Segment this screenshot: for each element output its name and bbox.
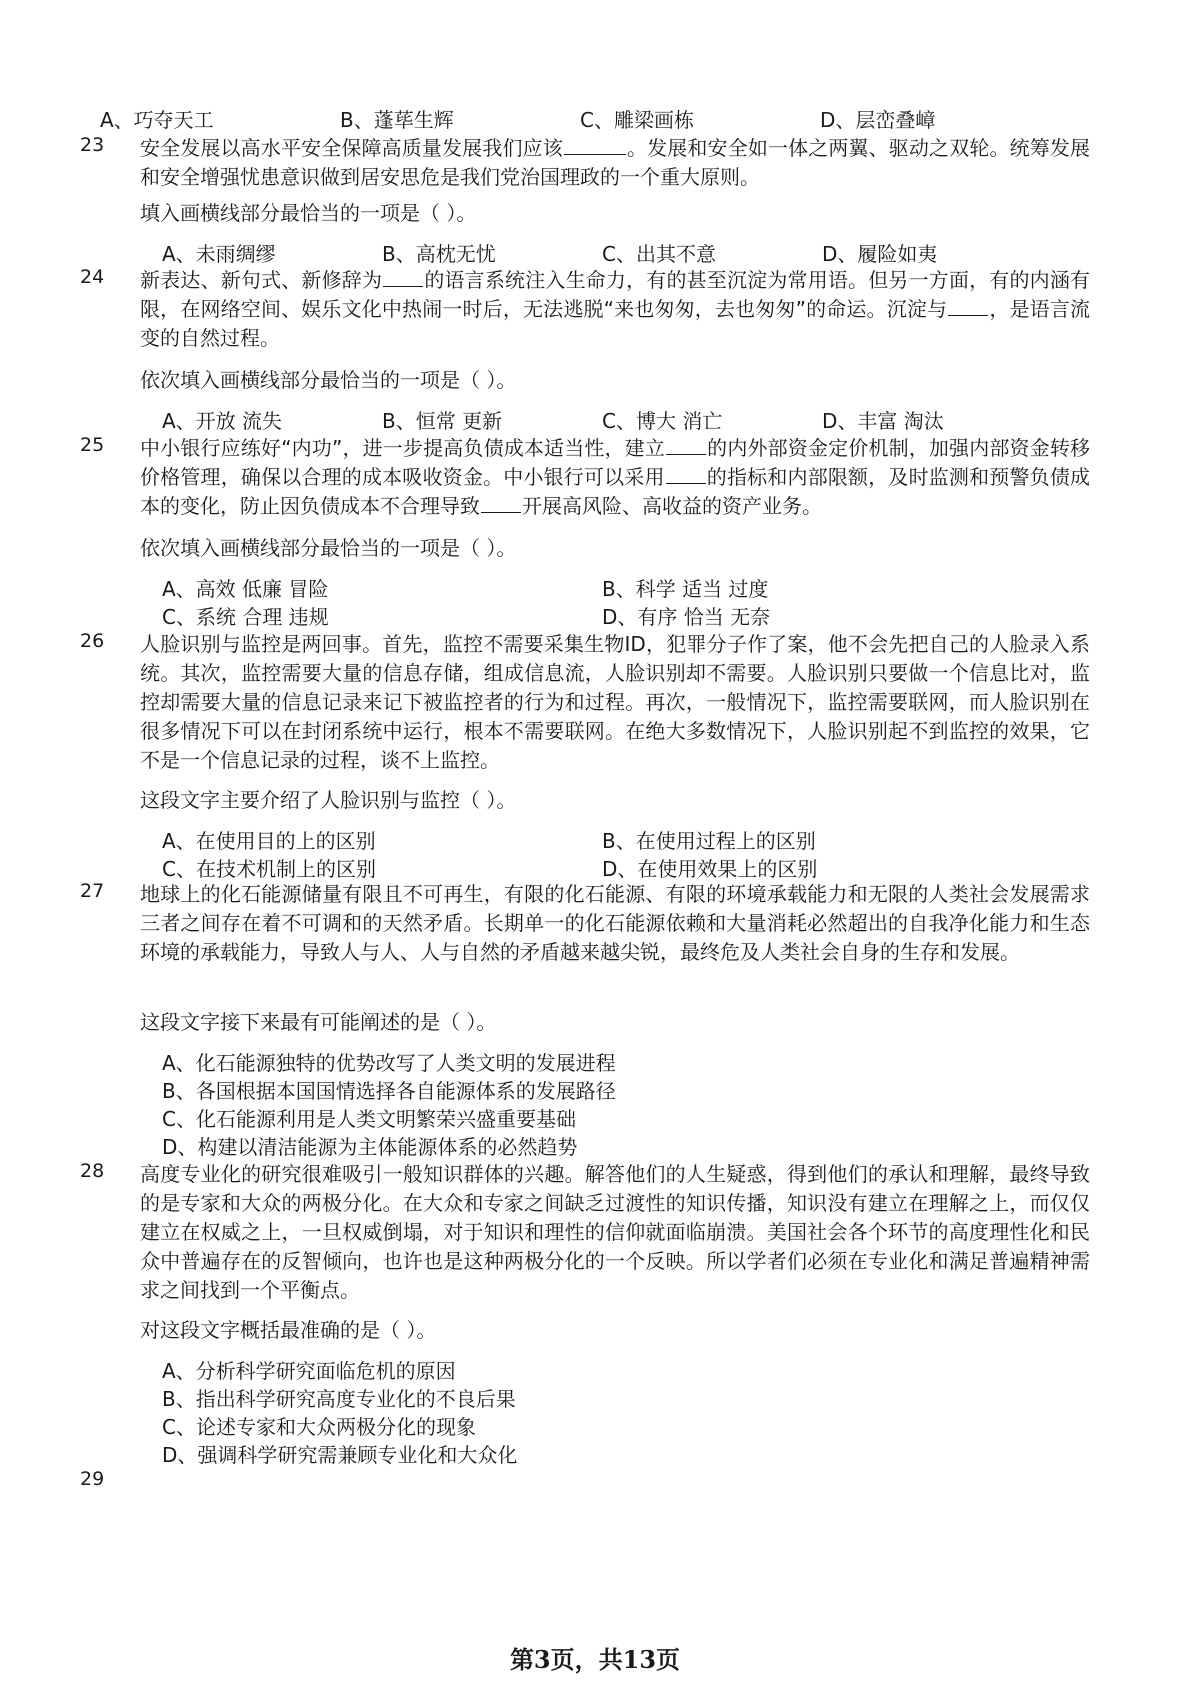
question-stem: 地球上的化石能源储量有限且不可再生，有限的化石能源、有限的环境承载能力和无限的人类社会发展需求三者之间存在着不可调和的天然矛盾。长期单一的化石能源依赖和大量消耗必然超出的自我净化能力和生态环境的承载能力，导致人与人、人与自然的矛盾越来越尖锐，最终危及人类社会自身的生存和发展。 — [140, 882, 1090, 964]
fill-blank — [666, 465, 706, 484]
option-c: C、化石能源利用是人类文明繁荣兴盛重要基础 — [162, 1107, 576, 1131]
question-number: 25 — [80, 434, 105, 456]
question-prompt: 这段文字主要介绍了人脸识别与监控（ ）。 — [140, 788, 517, 812]
question-stem: 高度专业化的研究很难吸引一般知识群体的兴趣。解答他们的人生疑惑，得到他们的承认和理解，最终导致的是专家和大众的两极分化。在大众和专家之间缺乏过渡性的知识传播，知识没有建立在理解之上，而仅仅建立在权威之上，一旦权威倒塌，对于知识和理性的信仰就面临崩溃。美国社会各个环节的高度理性化和民众中普遍存在的反智倾向，也许也是这种两极分化的一个反映。所以学者们必须在专业化和满足普遍精神需求之间找到一个平衡点。 — [140, 1162, 1090, 1302]
option-d: D、履险如夷 — [822, 242, 938, 266]
question-stem: 中小银行应练好“内功”，进一步提高负债成本适当性，建立 的内外部资金定价机制，加强内部资金转移价格管理，确保以合理的成本吸收资金。中小银行可以采用 的指标和内部限额，及时监测和预警负债成本的变化，防止因负债成本不合理导致 开展高风险、高收益的资产业务。 — [140, 436, 1091, 518]
option-a: A、分析科学研究面临危机的原因 — [162, 1359, 456, 1383]
fill-blank — [481, 494, 521, 513]
option-b: B、蓬荜生辉 — [340, 108, 454, 132]
option-d: D、强调科学研究需兼顾专业化和大众化 — [162, 1443, 518, 1467]
question-prompt: 填入画横线部分最恰当的一项是（ ）。 — [140, 201, 477, 225]
option-a: A、未雨绸缪 — [162, 242, 276, 266]
option-a: A、化石能源独特的优势改写了人类文明的发展进程 — [162, 1051, 616, 1075]
question-prompt: 对这段文字概括最准确的是（ ）。 — [140, 1318, 437, 1342]
option-c: C、雕梁画栋 — [580, 108, 694, 132]
option-b: B、指出科学研究高度专业化的不良后果 — [162, 1387, 516, 1411]
option-b: B、科学 适当 过度 — [602, 577, 769, 601]
option-b: B、各国根据本国国情选择各自能源体系的发展路径 — [162, 1079, 616, 1103]
question-number: 23 — [80, 134, 105, 156]
option-c: C、在技术机制上的区别 — [162, 857, 376, 881]
question-number: 26 — [80, 630, 105, 652]
option-b: B、在使用过程上的区别 — [602, 829, 816, 853]
fill-blank — [948, 297, 988, 316]
question-number: 24 — [80, 266, 105, 288]
option-a: A、开放 流失 — [162, 409, 283, 433]
question-stem: 安全发展以高水平安全保障高质量发展我们应该 。发展和安全如一体之两翼、驱动之双轮。统筹发展和安全增强忧患意识做到居安思危是我们党治国理政的一个重大原则。 — [140, 136, 1091, 189]
option-d: D、丰富 淘汰 — [822, 409, 944, 433]
option-c: C、系统 合理 违规 — [162, 605, 329, 629]
question-stem: 新表达、新句式、新修辞为 的语言系统注入生命力，有的甚至沉淀为常用语。但另一方面，有的内涵有限，在网络空间、娱乐文化中热闹一时后，无法逃脱“来也匆匆，去也匆匆”的命运。沉淀与 ，是语言流变的自然过程。 — [140, 268, 1091, 350]
option-d: D、构建以清洁能源为主体能源体系的必然趋势 — [162, 1135, 578, 1159]
fill-blank — [564, 136, 626, 155]
page-footer: 第3页，共13页 — [509, 1645, 681, 1674]
option-b: B、高枕无忧 — [382, 242, 496, 266]
option-d: D、在使用效果上的区别 — [602, 857, 818, 881]
option-d: D、层峦叠嶂 — [820, 108, 936, 132]
option-c: C、博大 消亡 — [602, 409, 723, 433]
option-c: C、论述专家和大众两极分化的现象 — [162, 1415, 476, 1439]
fill-blank — [666, 436, 706, 455]
question-prompt: 依次填入画横线部分最恰当的一项是（ ）。 — [140, 536, 517, 560]
option-c: C、出其不意 — [602, 242, 716, 266]
question-prompt: 这段文字接下来最有可能阐述的是（ ）。 — [140, 1010, 497, 1034]
option-b: B、恒常 更新 — [382, 409, 503, 433]
question-stem: 人脸识别与监控是两回事。首先，监控不需要采集生物ID，犯罪分子作了案，他不会先把自己的人脸录入系统。其次，监控需要大量的信息存储，组成信息流，人脸识别却不需要。人脸识别只要做一个信息比对，监控却需要大量的信息记录来记下被监控者的行为和过程。再次，一般情况下，监控需要联网，而人脸识别在很多情况下可以在封闭系统中运行，根本不需要联网。在绝大多数情况下，人脸识别起不到监控的效果，它不是一个信息记录的过程，谈不上监控。 — [140, 632, 1090, 772]
option-a: A、高效 低廉 冒险 — [162, 577, 329, 601]
question-number: 28 — [80, 1160, 105, 1182]
question-number: 27 — [80, 880, 105, 902]
question-number: 29 — [80, 1468, 105, 1490]
question-prompt: 依次填入画横线部分最恰当的一项是（ ）。 — [140, 368, 517, 392]
option-a: A、巧夺天工 — [100, 108, 214, 132]
carryover-options — [100, 104, 1080, 134]
fill-blank — [383, 268, 423, 287]
option-a: A、在使用目的上的区别 — [162, 829, 376, 853]
option-d: D、有序 恰当 无奈 — [602, 605, 771, 629]
